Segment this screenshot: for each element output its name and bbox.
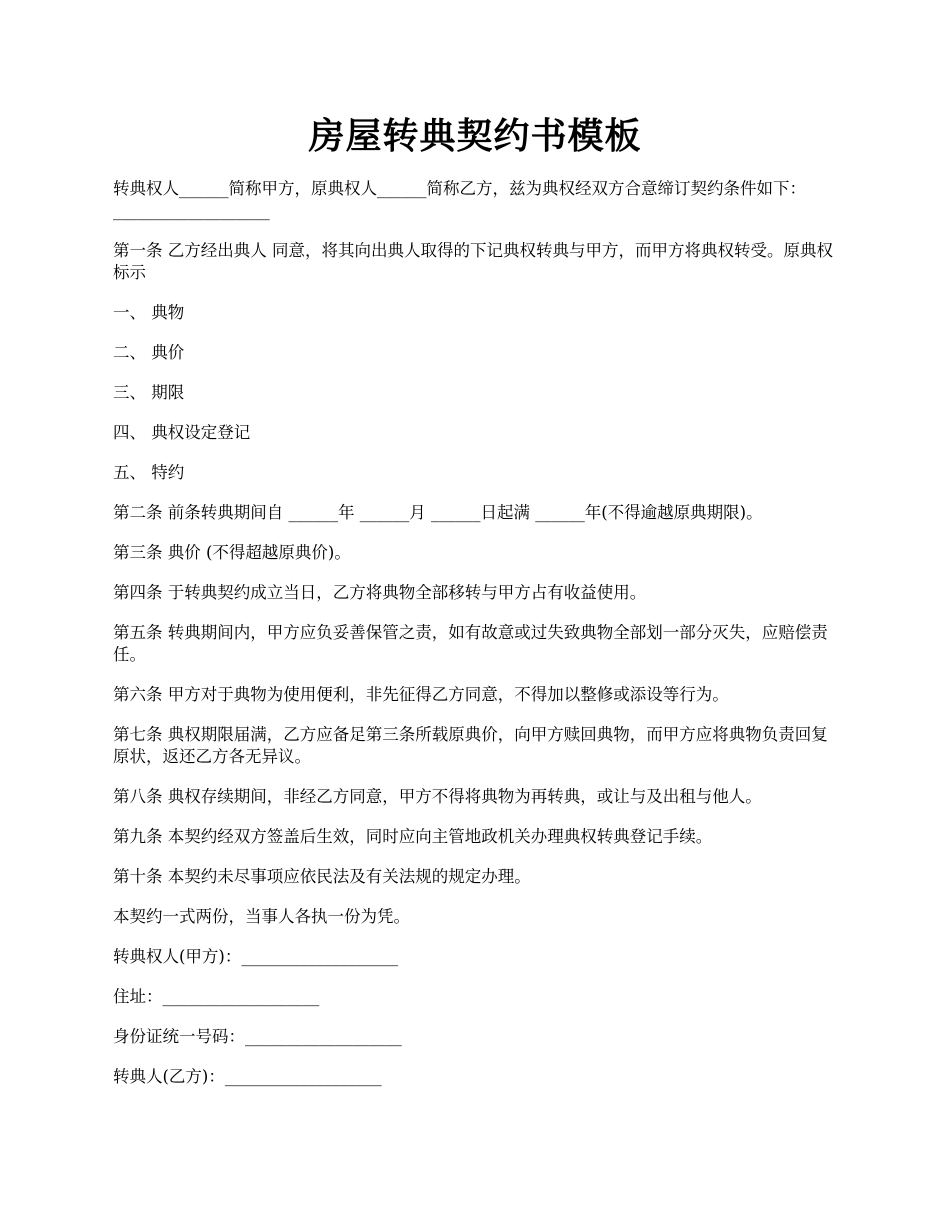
article-8: 第八条 典权存续期间，非经乙方同意，甲方不得将典物为再转典，或让与及出租与他人。 xyxy=(113,787,762,806)
article-4: 第四条 于转典契约成立当日，乙方将典物全部移转与甲方占有收益使用。 xyxy=(113,583,647,602)
list-item-dianwu: 一、 典物 xyxy=(113,303,185,322)
address-line: 住址：___________________ xyxy=(113,987,320,1006)
party-b-signature-line: 转典人(乙方)：___________________ xyxy=(113,1067,382,1086)
document-title: 房屋转典契约书模板 xyxy=(308,115,642,157)
intro-paragraph: 转典权人______简称甲方，原典权人______简称乙方，兹为典权经双方合意缔订契约条件如下：___________________ xyxy=(113,179,806,220)
list-item-dianjia: 二、 典价 xyxy=(113,343,185,362)
article-6: 第六条 甲方对于典物为使用便利，非先征得乙方同意，不得加以整修或添设等行为。 xyxy=(113,685,729,704)
article-10: 第十条 本契约未尽事项应依民法及有关法规的规定办理。 xyxy=(113,867,531,886)
copies-statement: 本契约一式两份，当事人各执一份为凭。 xyxy=(113,907,410,926)
article-1: 第一条 乙方经出典人 同意，将其向出典人取得的下记典权转典与甲方，而甲方将典权转受。原典权标示 xyxy=(113,241,833,282)
party-a-signature-line: 转典权人(甲方)：___________________ xyxy=(113,947,399,966)
article-5: 第五条 转典期间内，甲方应负妥善保管之责，如有故意或过失致典物全部划一部分灭失，应赔偿责任。 xyxy=(113,623,828,664)
article-7: 第七条 典权期限届满，乙方应备足第三条所载原典价，向甲方赎回典物，而甲方应将典物负责回复原状，返还乙方各无异议。 xyxy=(113,725,828,766)
id-number-line: 身份证统一号码：___________________ xyxy=(113,1027,402,1046)
list-item-special-terms: 五、 特约 xyxy=(113,463,185,482)
document-body xyxy=(113,178,841,1106)
list-item-registration: 四、 典权设定登记 xyxy=(113,423,251,442)
article-9: 第九条 本契约经双方签盖后生效，同时应向主管地政机关办理典权转典登记手续。 xyxy=(113,827,713,846)
article-2: 第二条 前条转典期间自 ______年 ______月 ______日起满 ______年(不得逾越原典期限)。 xyxy=(113,503,763,522)
list-item-qixian: 三、 期限 xyxy=(113,383,185,402)
article-3: 第三条 典价 (不得超越原典价)。 xyxy=(113,543,351,562)
